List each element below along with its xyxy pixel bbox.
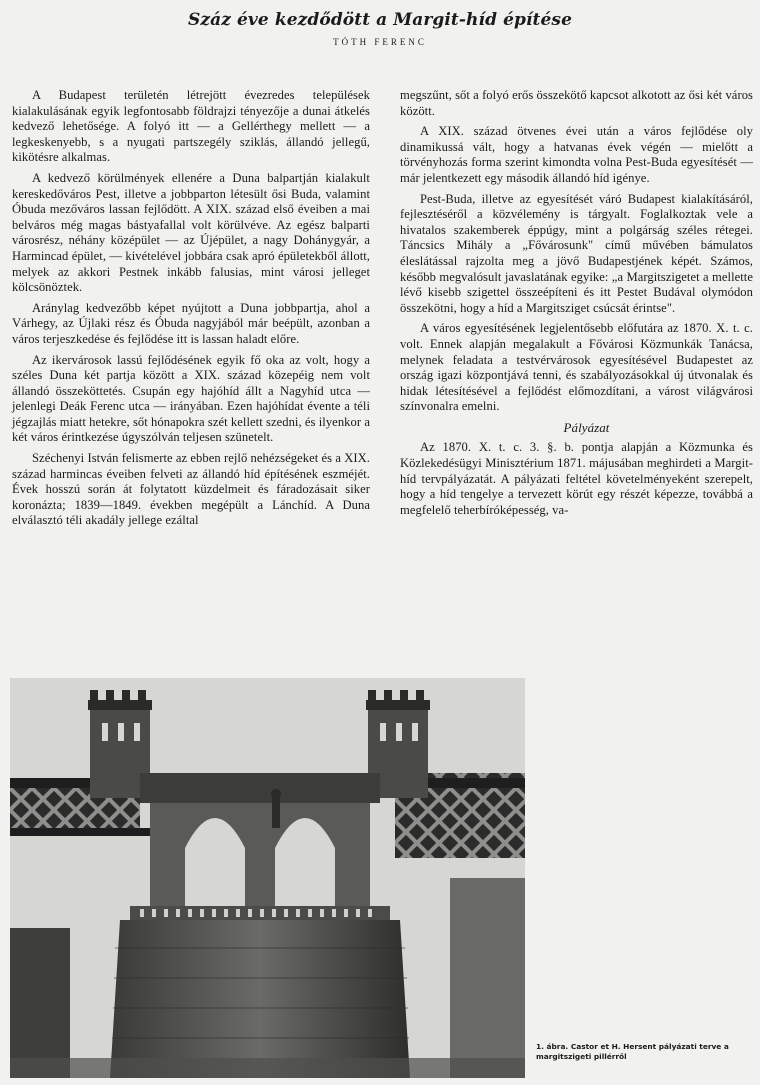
right-column — [400, 88, 753, 523]
article-title: Száz éve kezdődött a Margit-híd építése — [188, 10, 572, 30]
paragraph: Aránylag kedvezőbb képet nyújtott a Duna jobbpartja, ahol a Várhegy, az Újlaki rész és Óbuda nagyjából már beépült, azonban a város terjeszkedése és fejlődése itt is lassan haladt előre. — [12, 300, 370, 346]
paragraph: A város egyesítésének legjelentősebb előfutára az 1870. X. t. c. volt. Ennek alapján megalakult a Fővárosi Közmunkák Tanácsa, melynek feladata a testvérvárosok egyesítésével Budapestet az ország igazi központjává tenni, és szabályozásokkal új útvonalak és hidak létesítésével a fejlődést előmozdítani, a várost világvárosi színvonalra emelni. — [400, 321, 753, 414]
section-subheading: Pályázat — [563, 419, 610, 435]
paragraph: Pest-Buda, illetve az egyesítését váró Budapest kialakításáról, fejlesztéséről a közvélemény is tárgyalt. Foglalkoztak vele a hivatalos szakemberek éppúgy, mint a polgárság széles rétegei. Táncsics Mihály a „Fővárosunk" című művében bámulatos éleslátással rajzolta meg a jövő Budapestjének képét. Számos, később megvalósult javaslatának egyike: „a Margitszigetet a mellette lévő kisebb szigettel összeépíteni és itt Pestet Budával olymódon összekötni, hogy a híd a Margitsziget csúcsát érintse". — [400, 191, 753, 315]
paragraph: A Budapest területén létrejött évezredes települések kialakulásának egyik legfontosabb földrajzi tényezője a dunai átkelés kedvező lehetősége. A folyó itt — a Gellérthegy mellett — a legkeskenyebb, s a nyugati partszegély sziklás, állandó jellegű, kikötésre alkalmas. — [12, 88, 370, 165]
bridge-pier-figure — [10, 678, 525, 1078]
paragraph: megszűnt, sőt a folyó erős összekötő kapcsot alkotott az ősi két város között. — [400, 88, 753, 118]
paragraph: Széchenyi István felismerte az ebben rejlő nehézségeket és a XIX. század harmincas éveiben felveti az állandó híd építésének eszméjét. Évek hosszú során át folytatott küzdelmeit és fáradozásait siker koronázta; 1839—1849. években megépült a Lánchíd. A Duna elválasztó téli akadály jellege ezáltal — [12, 451, 370, 528]
bridge-pier-drawing-icon — [10, 678, 525, 1078]
left-column — [12, 88, 370, 534]
paragraph: Az ikervárosok lassú fejlődésének egyik fő oka az volt, hogy a széles Duna két partja között a XIX. század közepéig nem volt állandó összeköttetés. Csupán egy hajóhíd állt a Nagyhíd utca — jelenlegi Deák Ferenc utca — irányában. Ezen hajóhídat évente a téli jégzajlás miatt hetekre, sőt hónapokra szét kellett szedni, és ilyenkor a két város érintkezése úgyszólván teljesen szünetelt. — [12, 352, 370, 445]
figure-caption: 1. ábra. Castor et H. Hersent pályázati terve a margitszigeti pillérről — [536, 1042, 729, 1061]
article-author: TÓTH FERENC — [333, 37, 427, 47]
paragraph: A XIX. század ötvenes évei után a város fejlődése oly dinamikussá vált, hogy a hatvanas évek végén — mielőtt a törvényhozás forma szerint kimondta volna Pest-Buda egyesítését — már jelentkezett egy második állandó híd igénye. — [400, 124, 753, 185]
paragraph: Az 1870. X. t. c. 3. §. b. pontja alapján a Közmunka és Közlekedésügyi Minisztérium 1871. májusában meghirdeti a Margit-híd tervpályázatát. A pályázati feltétel követelményeként szerepelt, hogy a híd tengelye a tervezett körút egy részét képezze, továbbá a megfelelő teherbíróképesség, va- — [400, 440, 753, 517]
paragraph: A kedvező körülmények ellenére a Duna balpartján kialakult kereskedőváros Pest, illetve a jobbparton létesült ősi Buda, valamint Óbuda mezőváros lassan fejlődött. A XIX. század első éveiben a mai belváros még magas bástyafallal volt körülvéve. Az egész balparti városrész, néhány középület — az Újépület, a nagy Dohánygyár, a Harmincad épület, — kivételével jobbára csak apró épületekből állott, melyek az akkori Pestnek inkább falusias, mint városi jelleget kölcsönöztek. — [12, 170, 370, 295]
